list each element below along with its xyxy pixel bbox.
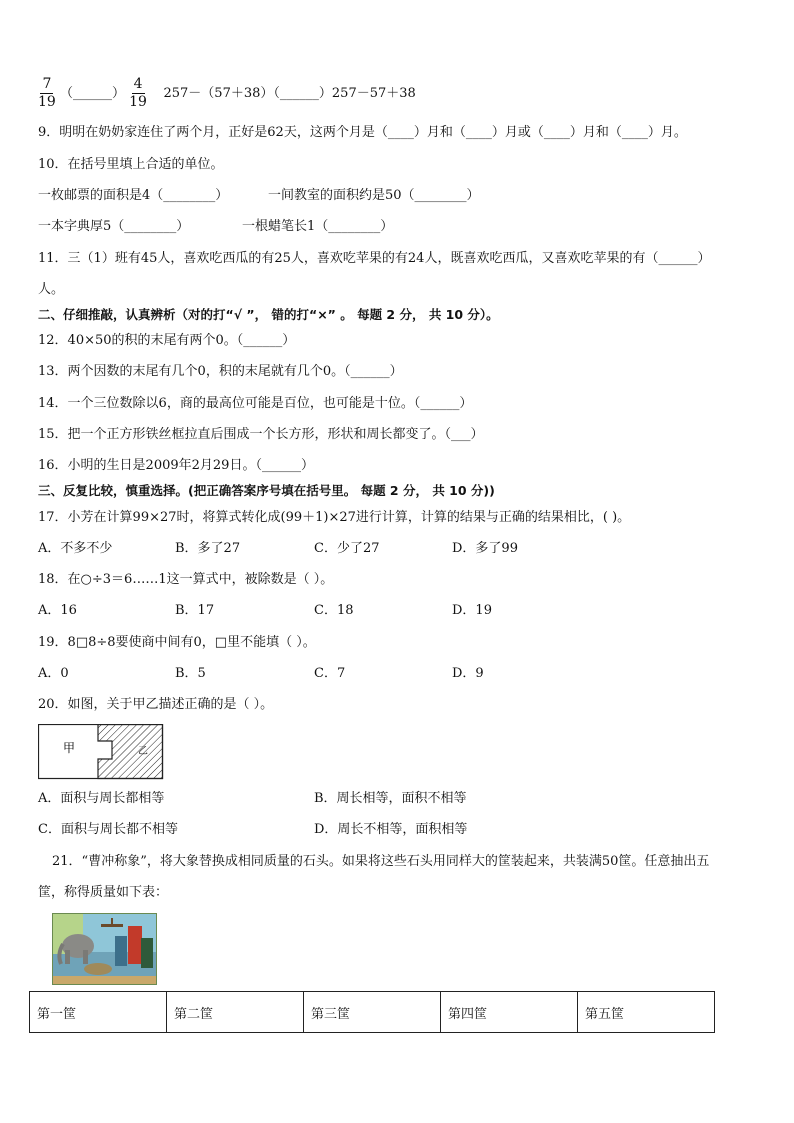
basket-weight-table xyxy=(29,991,715,1033)
option-a[interactable]: A．面积与周长都相等 xyxy=(38,791,165,806)
option-a[interactable]: A．16 xyxy=(38,603,77,618)
question-19: 19．8□8÷8要使商中间有0，□里不能填（ ）。 xyxy=(38,635,316,650)
table-header-cell: 第四筐 xyxy=(441,992,578,1033)
label-jia: 甲 xyxy=(63,741,76,755)
question-16: 16．小明的生日是2009年2月29日。（______） xyxy=(38,458,314,473)
question-11-line1: 11．三（1）班有45人，喜欢吃西瓜的有25人，喜欢吃苹果的有24人，既喜欢吃西瓜，又喜欢吃苹果的有（______） xyxy=(38,251,711,266)
fraction-4-19: $\frac{4}{19}$ xyxy=(129,76,147,110)
question-20-options-cd xyxy=(38,820,758,840)
question-15: 15．把一个正方形铁丝框拉直后围成一个长方形，形状和周长都变了。（___） xyxy=(38,427,484,442)
question-10b: 一间教室的面积约是50（________） xyxy=(268,188,480,203)
option-a[interactable]: A．0 xyxy=(38,666,69,681)
question-21-line2: 筐，称得质量如下表： xyxy=(38,885,169,900)
label-yi: 乙 xyxy=(138,746,148,757)
option-d[interactable]: D．周长不相等，面积相等 xyxy=(314,822,468,837)
option-c[interactable]: C．18 xyxy=(314,603,354,618)
option-d[interactable]: D．19 xyxy=(452,603,492,618)
question-21-line1: 21．“曹冲称象”，将大象替换成相同质量的石头。如果将这些石头用同样大的筐装起来，共装满50筐。任意抽出五 xyxy=(52,854,710,869)
question-20-options-ab xyxy=(38,789,758,809)
option-d[interactable]: D．9 xyxy=(452,666,484,681)
question-10c: 一本字典厚5（________） xyxy=(38,219,190,234)
fraction-7-19: $\frac{7}{19}$ xyxy=(38,76,56,110)
question-11-line2: 人。 xyxy=(38,282,65,297)
jia-yi-figure xyxy=(38,724,164,780)
q8-line xyxy=(38,76,416,111)
question-9: 9．明明在奶奶家连住了两个月，正好是62天，这两个月是（____）月和（____）月或（____）月和（____）月。 xyxy=(38,125,687,140)
table-header-cell: 第二筐 xyxy=(167,992,304,1033)
option-d[interactable]: D．多了99 xyxy=(452,541,518,556)
question-19-options xyxy=(38,664,758,684)
question-20: 20．如图，关于甲乙描述正确的是（ ）。 xyxy=(38,697,274,712)
table-header-cell: 第三筐 xyxy=(304,992,441,1033)
question-10a: 一枚邮票的面积是4（________） xyxy=(38,188,229,203)
question-12: 12．40×50的积的末尾有两个0。（______） xyxy=(38,333,296,348)
section-2-heading: 二、仔细推敲，认真辨析（对的打“√ ”， 错的打“×” 。 每题 2 分， 共 10 分）。 xyxy=(38,307,499,322)
question-10d: 一根蜡笔长1（________） xyxy=(242,219,394,234)
expression: 257－57＋38 xyxy=(331,86,416,101)
option-a[interactable]: A．不多不少 xyxy=(38,541,113,556)
answer-blank[interactable]: （______） xyxy=(273,86,332,101)
table-header-cell: 第五筐 xyxy=(578,992,715,1033)
option-c[interactable]: C．面积与周长都不相等 xyxy=(38,822,178,837)
section-3-heading: 三、反复比较，慎重选择。(把正确答案序号填在括号里。 每题 2 分， 共 10 分)) xyxy=(38,483,495,498)
option-b[interactable]: B．17 xyxy=(175,603,215,618)
cao-chong-elephant-illustration xyxy=(52,913,157,985)
option-b[interactable]: B．5 xyxy=(175,666,206,681)
question-18: 18．在○÷3＝6……1这一算式中，被除数是（ ）。 xyxy=(38,572,334,587)
option-c[interactable]: C．少了27 xyxy=(314,541,380,556)
question-13: 13．两个因数的末尾有几个0，积的末尾就有几个0。（______） xyxy=(38,364,403,379)
question-10-title: 10．在括号里填上合适的单位。 xyxy=(38,157,224,172)
question-17-options xyxy=(38,539,758,559)
question-17: 17．小芳在计算99×27时，将算式转化成(99＋1)×27进行计算，计算的结果与正确的结果相比，( )。 xyxy=(38,510,631,525)
expression: 257－（57＋38） xyxy=(163,86,274,101)
option-b[interactable]: B．周长相等，面积不相等 xyxy=(314,791,467,806)
question-14: 14．一个三位数除以6，商的最高位可能是百位，也可能是十位。（______） xyxy=(38,396,473,411)
answer-blank[interactable]: （______） xyxy=(59,86,125,101)
table-header-cell: 第一筐 xyxy=(30,992,167,1033)
question-18-options xyxy=(38,601,758,621)
option-c[interactable]: C．7 xyxy=(314,666,346,681)
option-b[interactable]: B．多了27 xyxy=(175,541,241,556)
